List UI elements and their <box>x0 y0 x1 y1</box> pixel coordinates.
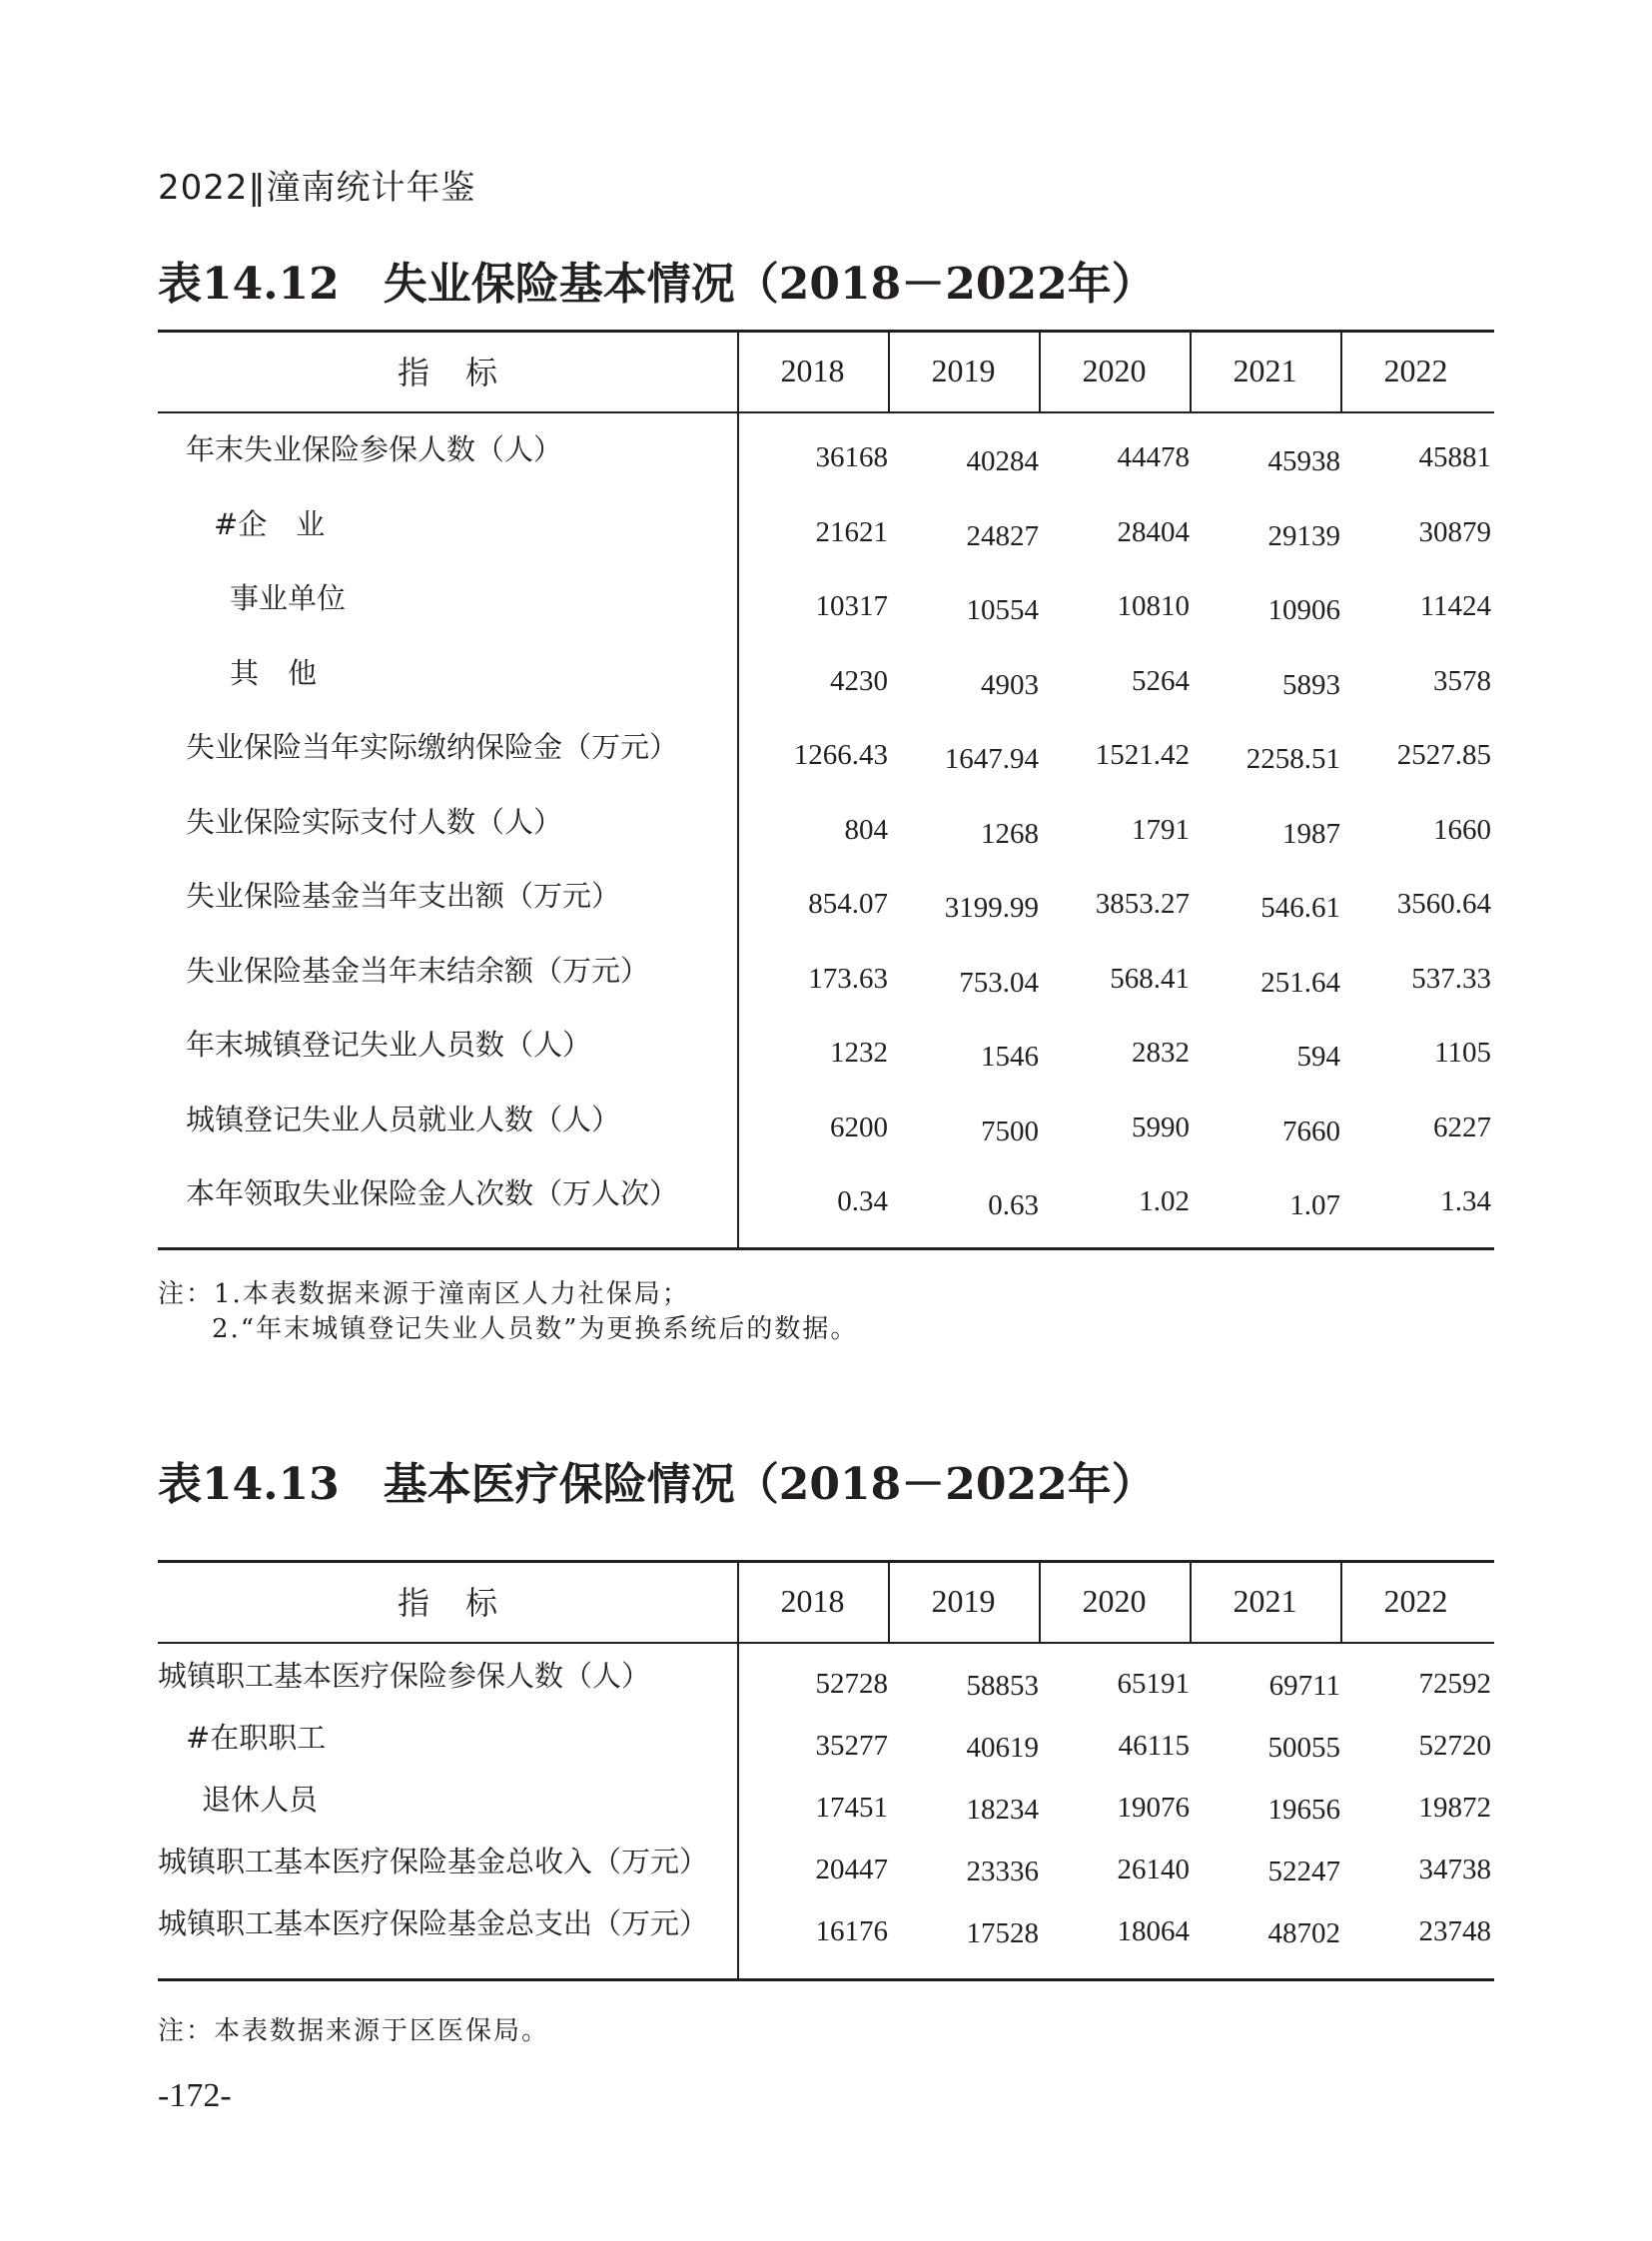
cell-value: 52728 <box>815 1668 888 1700</box>
cell-value: 3199.99 <box>944 892 1039 924</box>
cell-value: 10810 <box>1117 590 1190 622</box>
cell-value: 69711 <box>1268 1670 1340 1702</box>
row-label: 年末失业保险参保人数（人） <box>186 432 563 466</box>
cell-value: 5264 <box>1132 664 1190 697</box>
cell-value: 23336 <box>966 1856 1039 1887</box>
cell-value: 1268 <box>981 817 1039 850</box>
cell-value: 58853 <box>966 1670 1039 1702</box>
cell-value: 17451 <box>815 1792 888 1824</box>
cell-value: 45938 <box>1267 445 1340 477</box>
header-rule <box>158 1642 1494 1644</box>
cell-value: 0.34 <box>837 1185 888 1217</box>
table-number: 表14.12 <box>158 259 340 310</box>
cell-value: 6227 <box>1433 1111 1491 1143</box>
cell-value: 1987 <box>1282 817 1340 850</box>
year-header-2019: 2019 <box>931 1582 996 1619</box>
cell-value: 40619 <box>966 1732 1039 1764</box>
cell-value: 4903 <box>981 668 1039 701</box>
cell-value: 30879 <box>1418 515 1491 548</box>
cell-value: 18064 <box>1117 1915 1190 1947</box>
cell-value: 1232 <box>830 1037 888 1069</box>
year-header-2021: 2021 <box>1233 352 1297 388</box>
cell-value: 5990 <box>1132 1111 1190 1143</box>
cell-value: 6200 <box>830 1111 888 1143</box>
cell-value: 594 <box>1296 1041 1340 1073</box>
cell-value: 2832 <box>1132 1037 1190 1069</box>
year-header-2020: 2020 <box>1082 1582 1147 1619</box>
cell-value: 1660 <box>1433 813 1491 846</box>
cell-value: 18234 <box>966 1794 1039 1826</box>
column-divider <box>737 330 739 1250</box>
cell-value: 65191 <box>1117 1668 1190 1700</box>
row-label: 城镇登记失业人员就业人数（人） <box>186 1102 621 1136</box>
year-header-2018: 2018 <box>780 1582 845 1619</box>
cell-value: 753.04 <box>959 966 1039 999</box>
cell-value: 2527.85 <box>1396 739 1491 771</box>
cell-value: 36168 <box>815 441 888 473</box>
row-label: 失业保险基金当年末结余额（万元） <box>186 953 650 988</box>
cell-value: 1546 <box>981 1041 1039 1073</box>
cell-value: 804 <box>844 813 888 846</box>
cell-value: 34738 <box>1418 1854 1491 1885</box>
table-note-2: 2.“年末城镇登记失业人员数”为更换系统后的数据。 <box>212 1314 859 1344</box>
cell-value: 5893 <box>1282 668 1340 701</box>
cell-value: 72592 <box>1418 1668 1491 1700</box>
cell-value: 10554 <box>966 594 1039 626</box>
medical-insurance-table <box>158 1560 1494 1981</box>
cell-value: 2258.51 <box>1245 743 1340 775</box>
cell-value: 19872 <box>1418 1792 1491 1824</box>
table-title-text: 基本医疗保险情况（2018－2022年） <box>383 1459 1156 1510</box>
row-label: 退休人员 <box>202 1783 319 1817</box>
row-label: 城镇职工基本医疗保险基金总收入（万元） <box>158 1845 709 1878</box>
cell-value: 26140 <box>1117 1854 1190 1885</box>
cell-value: 1791 <box>1132 813 1190 846</box>
cell-value: 1647.94 <box>944 743 1039 775</box>
cell-value: 1105 <box>1434 1037 1491 1069</box>
row-label: 城镇职工基本医疗保险基金总支出（万元） <box>158 1906 709 1940</box>
row-label: 失业保险当年实际缴纳保险金（万元） <box>186 730 679 764</box>
row-label: #企 业 <box>214 506 326 541</box>
indicator-header: 指标 <box>397 354 533 391</box>
table-title-14-13 <box>158 1448 1156 1512</box>
cell-value: 7660 <box>1282 1115 1340 1147</box>
cell-value: 173.63 <box>808 962 888 995</box>
cell-value: 10906 <box>1267 594 1340 626</box>
row-label: 其 他 <box>230 655 318 690</box>
year-header-2019: 2019 <box>931 352 996 388</box>
cell-value: 10317 <box>815 590 888 622</box>
bottom-rule <box>158 1978 1494 1981</box>
row-label: 事业单位 <box>230 581 347 615</box>
cell-value: 17528 <box>966 1917 1039 1949</box>
cell-value: 50055 <box>1267 1732 1340 1764</box>
cell-value: 48702 <box>1267 1917 1340 1949</box>
cell-value: 52720 <box>1418 1730 1491 1762</box>
cell-value: 20447 <box>815 1854 888 1885</box>
bottom-rule <box>158 1247 1494 1250</box>
cell-value: 1266.43 <box>793 739 888 771</box>
cell-value: 3560.64 <box>1396 888 1491 920</box>
year-header-2022: 2022 <box>1383 1582 1448 1619</box>
year-header-2021: 2021 <box>1233 1582 1297 1619</box>
indicator-header: 指标 <box>397 1584 533 1622</box>
row-label: 城镇职工基本医疗保险参保人数（人） <box>158 1659 651 1693</box>
year-header-2020: 2020 <box>1082 352 1147 388</box>
year-header-2022: 2022 <box>1383 352 1448 388</box>
row-label: 失业保险实际支付人数（人） <box>186 804 563 839</box>
cell-value: 23748 <box>1418 1915 1491 1947</box>
cell-value: 251.64 <box>1260 966 1340 999</box>
cell-value: 19076 <box>1117 1792 1190 1824</box>
cell-value: 21621 <box>815 515 888 548</box>
cell-value: 4230 <box>830 664 888 697</box>
table-title-text: 失业保险基本情况（2018－2022年） <box>383 259 1156 310</box>
cell-value: 35277 <box>815 1730 888 1762</box>
cell-value: 1521.42 <box>1095 739 1190 771</box>
cell-value: 7500 <box>981 1115 1039 1147</box>
cell-value: 16176 <box>815 1915 888 1947</box>
row-label: #在职职工 <box>186 1721 327 1755</box>
cell-value: 52247 <box>1267 1856 1340 1887</box>
cell-value: 44478 <box>1117 441 1190 473</box>
cell-value: 1.02 <box>1139 1185 1190 1217</box>
cell-value: 546.61 <box>1260 892 1340 924</box>
table-note: 注：本表数据来源于区医保局。 <box>158 2016 550 2046</box>
table-title-14-12 <box>158 248 1156 312</box>
row-label: 年末城镇登记失业人员数（人） <box>186 1028 592 1062</box>
cell-value: 46115 <box>1118 1730 1190 1762</box>
unemployment-insurance-table <box>158 330 1494 1250</box>
table-note-1: 注：1.本表数据来源于潼南区人力社保局； <box>158 1279 690 1309</box>
page-number: -172- <box>158 2077 232 2114</box>
cell-value: 854.07 <box>808 888 888 920</box>
cell-value: 537.33 <box>1411 962 1491 995</box>
year-header-2018: 2018 <box>780 352 845 388</box>
cell-value: 1.07 <box>1289 1189 1340 1221</box>
row-label: 失业保险基金当年支出额（万元） <box>186 879 621 913</box>
cell-value: 45881 <box>1418 441 1491 473</box>
table-number: 表14.13 <box>158 1459 340 1510</box>
cell-value: 3853.27 <box>1095 888 1190 920</box>
cell-value: 19656 <box>1267 1794 1340 1826</box>
running-head: 2022‖潼南统计年鉴 <box>158 168 476 208</box>
cell-value: 24827 <box>966 519 1039 552</box>
cell-value: 568.41 <box>1110 962 1190 995</box>
cell-value: 1.34 <box>1440 1185 1491 1217</box>
cell-value: 0.63 <box>988 1189 1039 1221</box>
cell-value: 28404 <box>1117 515 1190 548</box>
cell-value: 11424 <box>1419 590 1491 622</box>
cell-value: 40284 <box>966 445 1039 477</box>
row-label: 本年领取失业保险金人次数（万人次） <box>186 1176 679 1210</box>
cell-value: 3578 <box>1433 664 1491 697</box>
cell-value: 29139 <box>1267 519 1340 552</box>
header-rule <box>158 411 1494 413</box>
